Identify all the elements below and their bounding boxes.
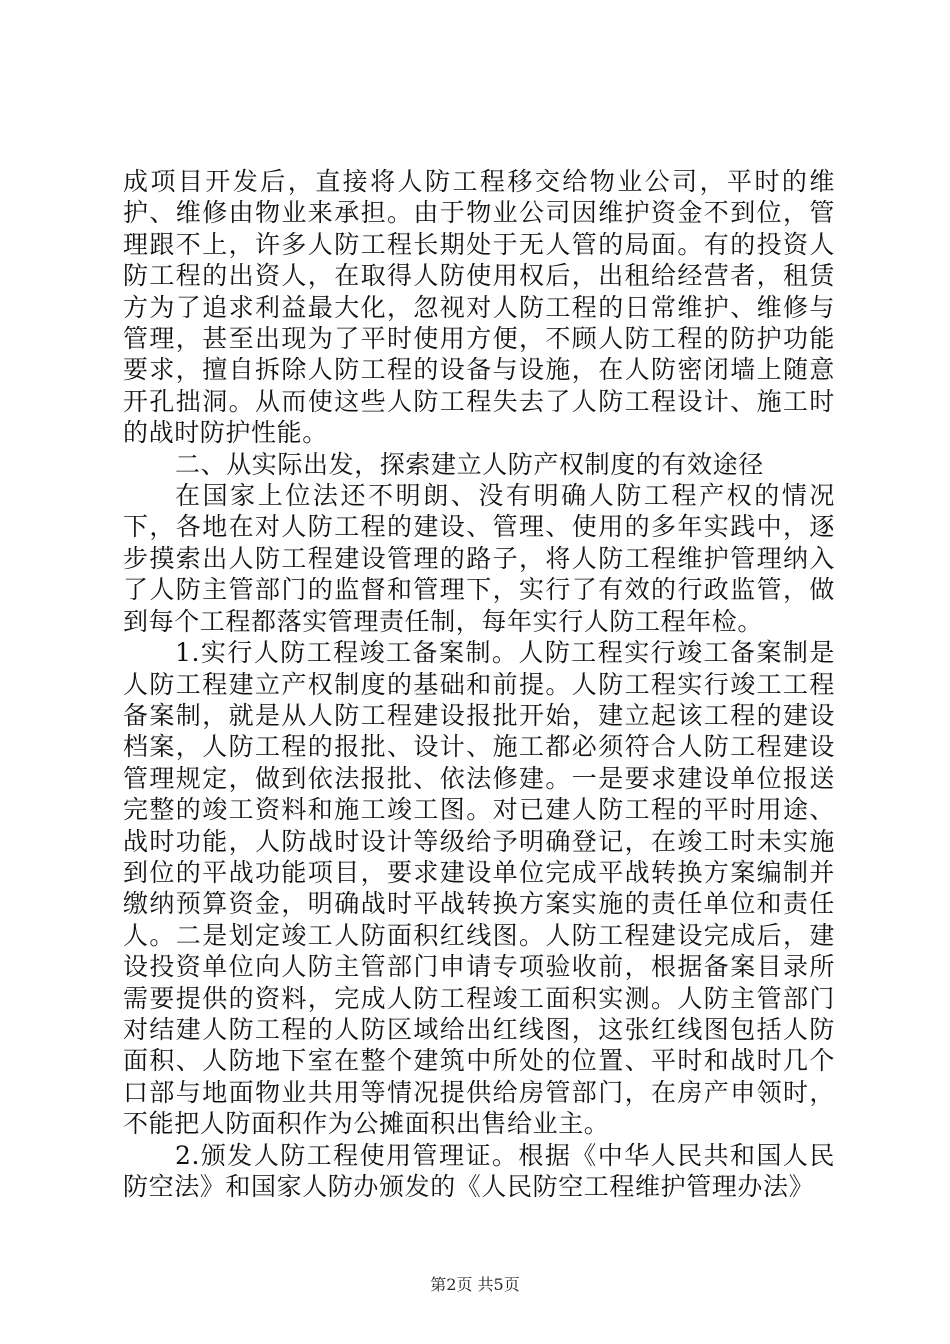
paragraph-3: 在国家上位法还不明朗、没有明确人防工程产权的情况下，各地在对人防工程的建设、管理、使用的多年实践中，逐步摸索出人防工程建设管理的路子，将人防工程维护管理纳入了人防主管部门的监督和管理下，实行了有效的行政监管，做到每个工程都落实管理责任制，每年实行人防工程年检。 [123, 481, 835, 636]
paragraph-item-1: 1.实行人防工程竣工备案制。人防工程实行竣工备案制是人防工程建立产权制度的基础和前提。人防工程实行竣工工程备案制，就是从人防工程建设报批开始，建立起该工程的建设档案，人防工程的报批、设计、施工都必须符合人防工程建设管理规定，做到依法报批、依法修建。一是要求建设单位报送完整的竣工资料和施工竣工图。对已建人防工程的平时用途、战时功能，人防战时设计等级给予明确登记，在竣工时未实施到位的平战功能项目，要求建设单位完成平战转换方案编制并缴纳预算资金，明确战时平战转换方案实施的责任单位和责任人。二是划定竣工人防面积红线图。人防工程建设完成后，建设投资单位向人防主管部门申请专项验收前，根据备案目录所需要提供的资料，完成人防工程竣工面积实测。人防主管部门对结建人防工程的人防区域给出红线图，这张红线图包括人防面积、人防地下室在整个建筑中所处的位置、平时和战时几个口部与地面物业共用等情况提供给房管部门，在房产申领时，不能把人防面积作为公摊面积出售给业主。 [123, 638, 835, 1139]
document-body [123, 166, 835, 1202]
paragraph-item-2: 2.颁发人防工程使用管理证。根据《中华人民共和国人民防空法》和国家人防办颁发的《人民防空工程维护管理办法》 [123, 1140, 835, 1201]
paragraph-1: 成项目开发后，直接将人防工程移交给物业公司，平时的维护、维修由物业来承担。由于物业公司因维护资金不到位，管理跟不上，许多人防工程长期处于无人管的局面。有的投资人防工程的出资人，在取得人防使用权后，出租给经营者，租赁方为了追求利益最大化，忽视对人防工程的日常维护、维修与管理，甚至出现为了平时使用方便，不顾人防工程的防护功能要求，擅自拆除人防工程的设备与设施，在人防密闭墙上随意开孔拙洞。从而使这些人防工程失去了人防工程设计、施工时的战时防护性能。 [123, 167, 835, 448]
page-number-label: 第2页 共5页 [430, 1275, 520, 1294]
page-footer [0, 1275, 950, 1295]
section-heading-2: 二、从实际出发，探索建立人防产权制度的有效途径 [175, 449, 764, 479]
